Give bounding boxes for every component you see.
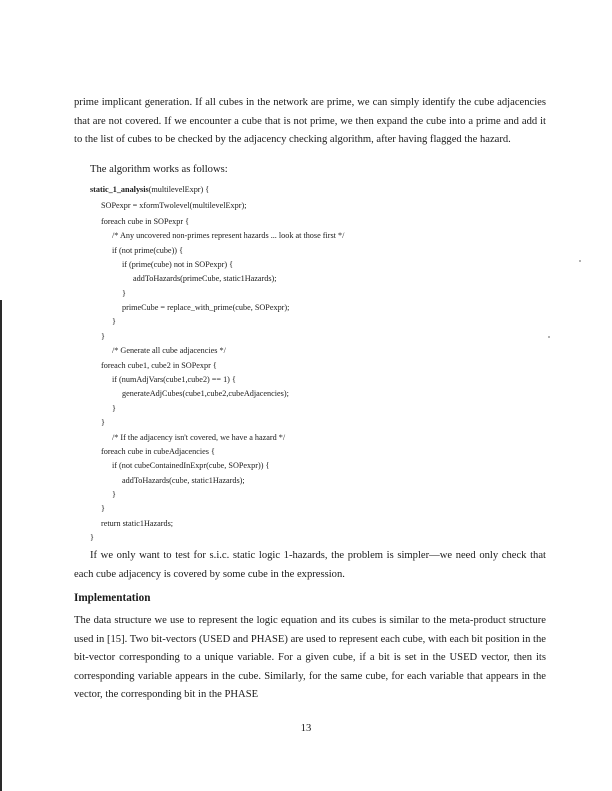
section-heading: Implementation [74,592,151,604]
code-comment: /* Any uncovered non-primes represent hazards ... look at those first */ [112,231,345,240]
scan-speck [548,336,550,338]
code-line: } [101,418,105,427]
paragraph-after-code: If we only want to test for s.i.c. static logic 1-hazards, the problem is simpler—we need only check that each cube adjacency is covered by some cube in the expression. [74,550,546,580]
code-line: } [112,317,116,326]
code-line: SOPexpr = xformTwolevel(multilevelExpr); [101,201,247,210]
paragraph-intro: prime implicant generation. If all cubes in the network are prime, we can simply identify the cube adjacencies that are not covered. If we encounter a cube that is not prime, we then expand the cube into a prime and add it to the list of cubes to be checked by the adjacency checking algorithm, after having flagged the hazard. [74,97,546,146]
code-line: if (prime(cube) not in SOPexpr) { [122,260,234,269]
code-line: } [90,533,94,542]
code-line: foreach cube in SOPexpr { [101,217,190,226]
scan-edge [0,300,2,791]
code-line: } [112,490,116,499]
code-line: } [101,504,105,513]
code-function-name: static_1_analysis [90,185,149,194]
code-comment: /* Generate all cube adjacencies */ [112,346,226,355]
code-line: if (not cubeContainedInExpr(cube, SOPexpr)) { [112,461,270,470]
code-line: return static1Hazards; [101,519,174,528]
code-line: generateAdjCubes(cube1,cube2,cubeAdjacencies); [122,389,289,398]
code-function-args: (multilevelExpr) { [148,185,210,194]
code-comment: /* If the adjacency isn't covered, we have a hazard */ [112,433,286,442]
code-line: } [122,289,126,298]
scan-speck [579,260,581,262]
code-line: } [101,332,105,341]
code-line: foreach cube in cubeAdjacencies { [101,447,215,456]
code-line: primeCube = replace_with_prime(cube, SOPexpr); [122,303,290,312]
code-line: } [112,404,116,413]
paragraph-implementation: The data structure we use to represent the logic equation and its cubes is similar to the meta-product structure used in [15]. Two bit-vectors (USED and PHASE) are used to represent each cube, with each bit position in the bit-vector corresponding to a unique variable. For a given cube, if a bit is set in the USED vector, then its corresponding variable appears in the cube. Similarly, for the same cube, for each variable that appears in the vector, the corresponding bit in the PHASE [74,615,546,701]
paragraph-algo-intro: The algorithm works as follows: [90,164,228,175]
code-line: if (numAdjVars(cube1,cube2) == 1) { [112,375,236,384]
code-line: foreach cube1, cube2 in SOPexpr { [101,361,217,370]
page-number: 13 [300,723,312,734]
code-signature [90,183,209,198]
code-line: if (not prime(cube)) { [112,246,183,255]
code-line: addToHazards(cube, static1Hazards); [122,476,245,485]
code-line: addToHazards(primeCube, static1Hazards); [133,274,277,283]
